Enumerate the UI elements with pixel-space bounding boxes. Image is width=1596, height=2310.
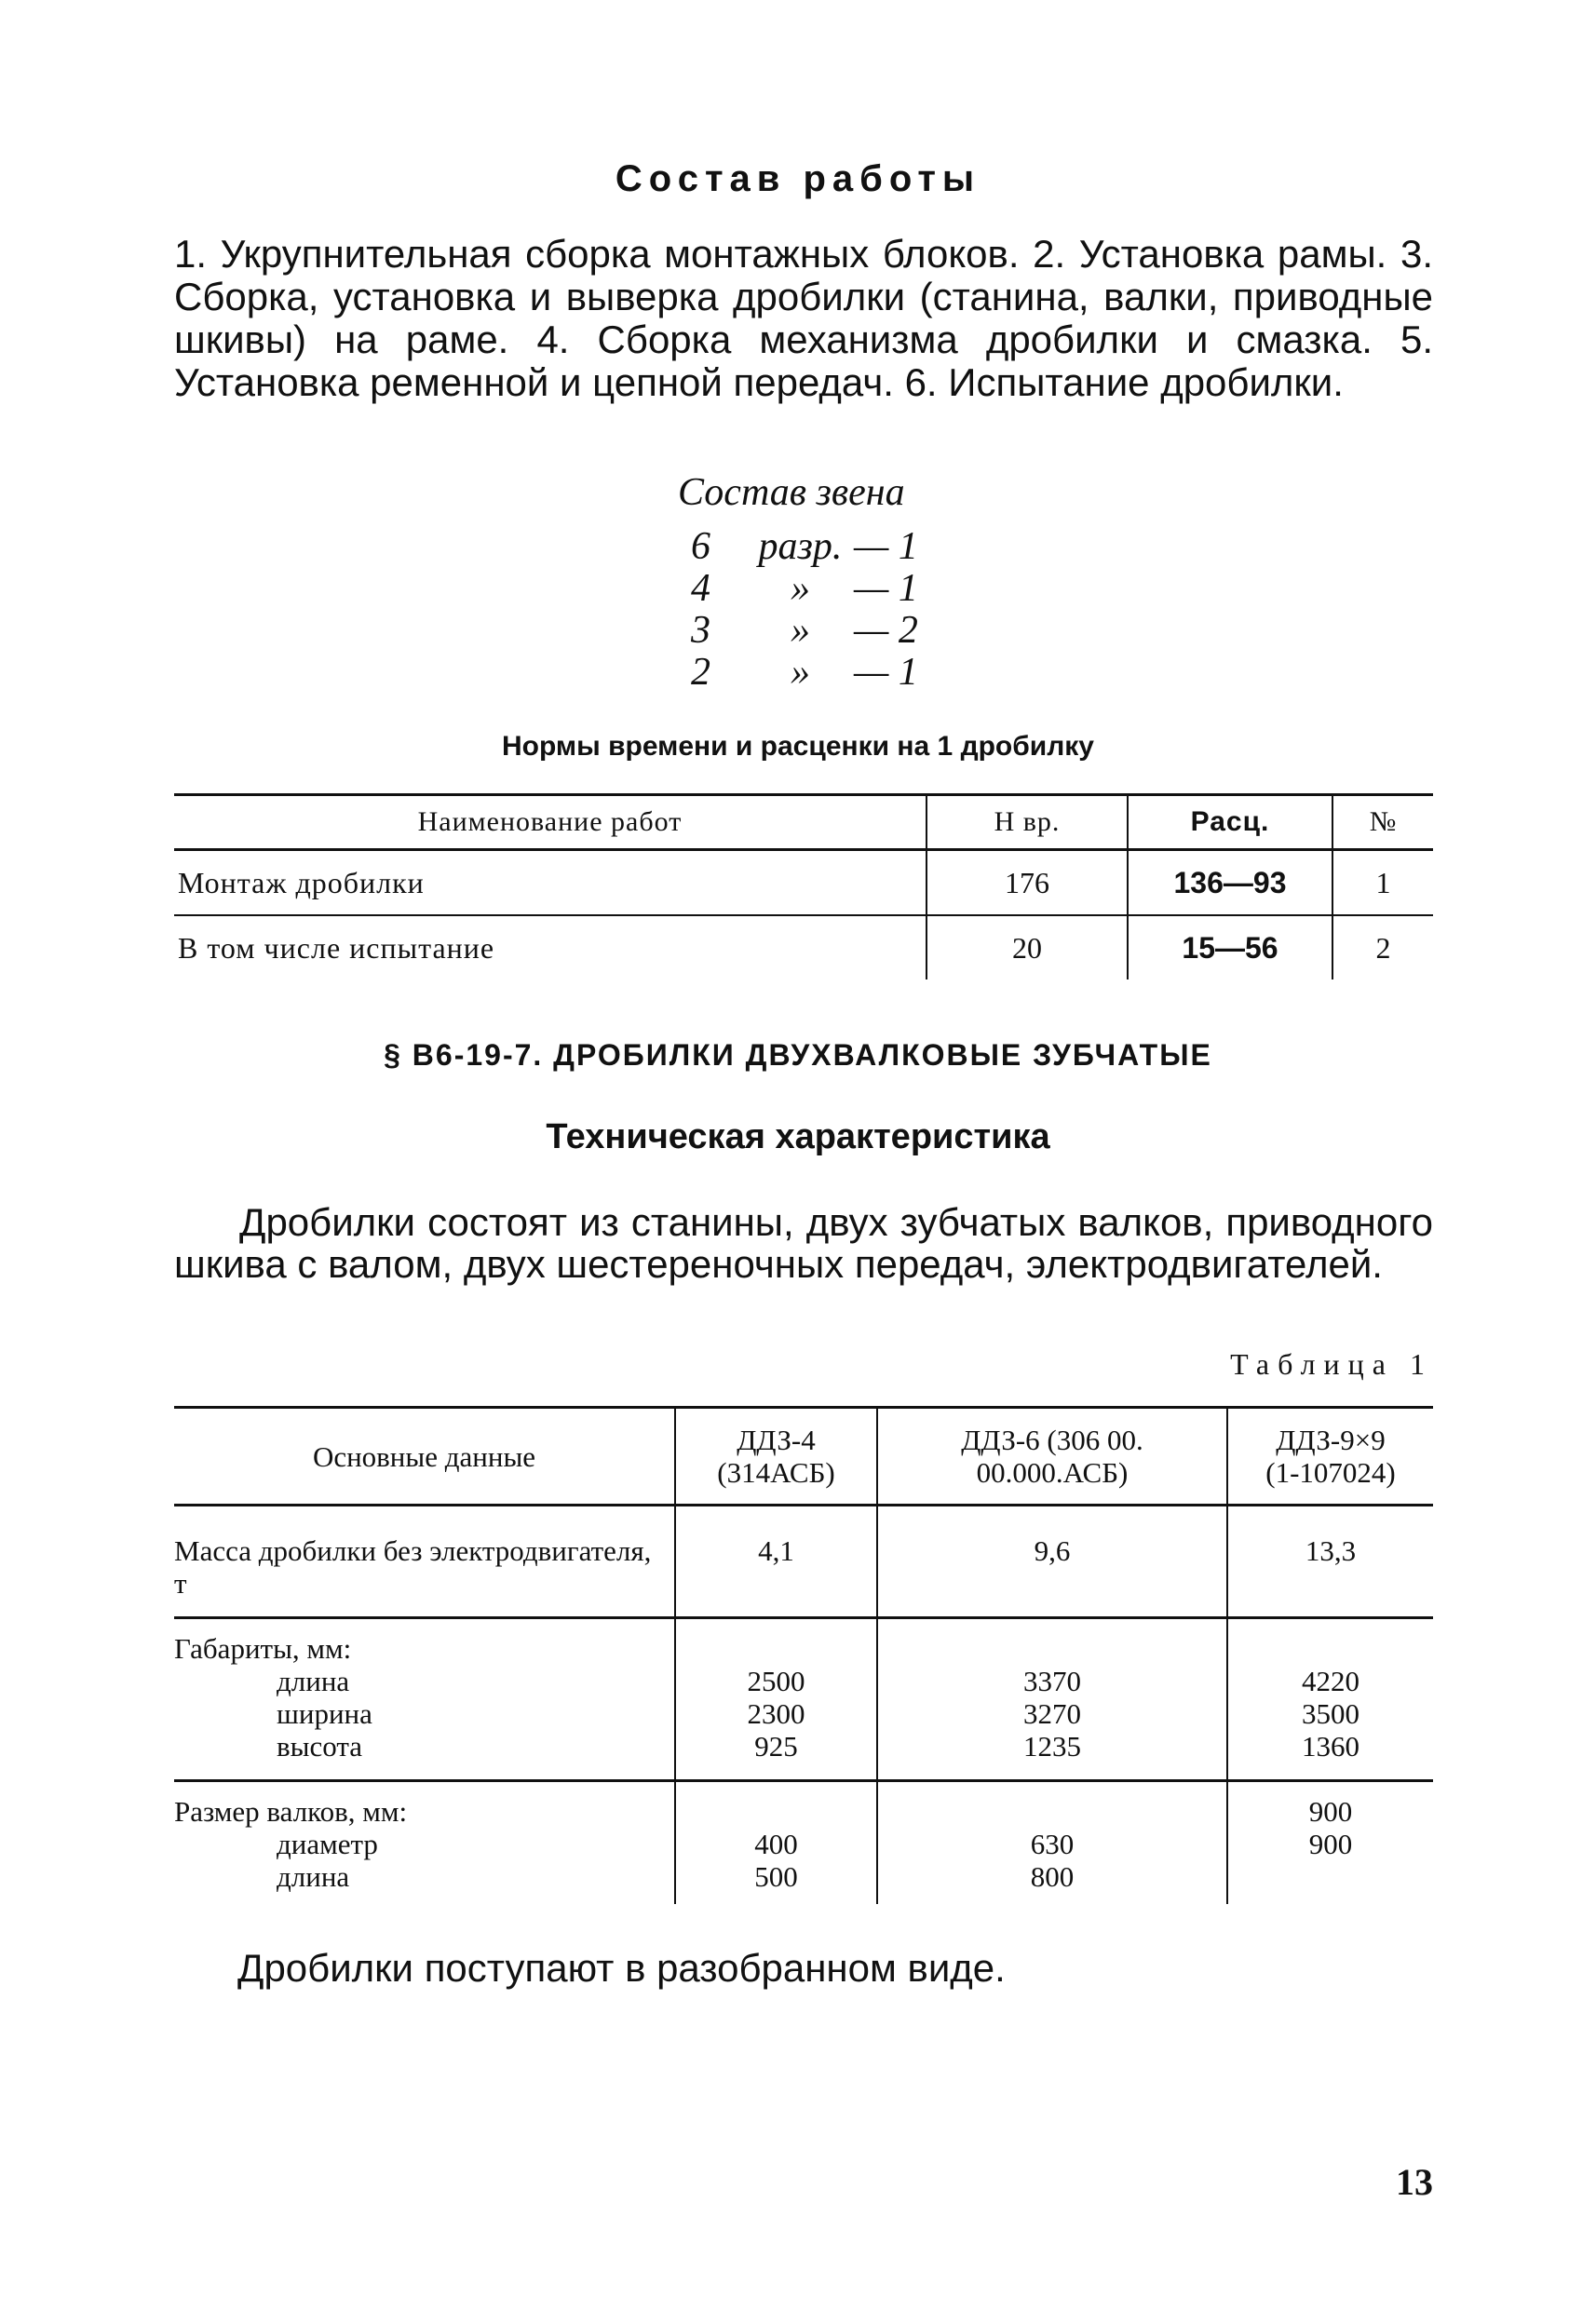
table-header-row bbox=[174, 1408, 1433, 1506]
table-row bbox=[174, 1506, 1433, 1618]
section-title-work-composition: Состав работы bbox=[615, 158, 981, 199]
cell-value-line: 900 bbox=[1308, 1828, 1353, 1860]
cell-value: 13,3 bbox=[1227, 1506, 1433, 1618]
cell-value-line: 400 bbox=[754, 1828, 798, 1860]
table-label: Таблица 1 bbox=[1230, 1347, 1433, 1381]
crew-row bbox=[691, 652, 966, 694]
crew-unit: » bbox=[791, 651, 810, 694]
col-header: № bbox=[1332, 795, 1433, 850]
cell-number: 2 bbox=[1332, 915, 1433, 979]
crew-title: Состав звена bbox=[678, 471, 905, 514]
cell-value: 9,6 bbox=[877, 1506, 1227, 1618]
cell-value-line: 500 bbox=[754, 1860, 798, 1893]
crew-grade: 4 bbox=[691, 567, 710, 610]
cell-value bbox=[877, 1781, 1227, 1905]
crew-row bbox=[691, 526, 966, 568]
col-header bbox=[675, 1408, 877, 1506]
row-sublabel: длина bbox=[277, 1665, 350, 1697]
table-row bbox=[174, 1781, 1433, 1905]
cell-value bbox=[877, 1618, 1227, 1781]
norms-table bbox=[174, 793, 1433, 979]
crew-unit: разр. bbox=[758, 525, 843, 568]
crew-unit: » bbox=[791, 567, 810, 610]
row-label bbox=[174, 1618, 675, 1781]
col-header-line: ДДЗ-4 bbox=[737, 1424, 816, 1456]
cell-rate: 136—93 bbox=[1128, 850, 1332, 916]
col-header: Наименование работ bbox=[174, 795, 926, 850]
row-label bbox=[174, 1781, 675, 1905]
row-label: Масса дробилки без электродвигателя, т bbox=[174, 1506, 675, 1618]
table-header-row bbox=[174, 795, 1433, 850]
subsection-heading: Техническая характеристика bbox=[546, 1117, 1050, 1156]
section-heading: § В6-19-7. ДРОБИЛКИ ДВУХВАЛКОВЫЕ ЗУБЧАТЫЕ bbox=[384, 1038, 1212, 1072]
cell-time: 20 bbox=[926, 915, 1128, 979]
crew-grade: 6 bbox=[691, 525, 710, 568]
cell-value bbox=[1227, 1781, 1433, 1905]
col-header: Н вр. bbox=[926, 795, 1128, 850]
crew-row bbox=[691, 610, 966, 652]
col-header-line: 00.000.АСБ) bbox=[976, 1456, 1129, 1489]
crew-row bbox=[691, 568, 966, 610]
col-header-line: (1-107024) bbox=[1265, 1456, 1396, 1489]
cell-value-line: 1360 bbox=[1302, 1730, 1359, 1763]
cell-value-line: 630 bbox=[1030, 1828, 1075, 1860]
cell-number: 1 bbox=[1332, 850, 1433, 916]
cell-name: Монтаж дробилки bbox=[174, 850, 926, 916]
table-row bbox=[174, 850, 1433, 916]
cell-value-line: 4220 bbox=[1302, 1665, 1359, 1697]
cell-time: 176 bbox=[926, 850, 1128, 916]
col-header bbox=[1227, 1408, 1433, 1506]
crew-count: — 2 bbox=[854, 609, 918, 652]
crew-grade: 2 bbox=[691, 651, 710, 694]
col-header-line: ДДЗ-6 (306 00. bbox=[961, 1424, 1143, 1456]
col-header bbox=[877, 1408, 1227, 1506]
row-label-main: Габариты, мм: bbox=[174, 1632, 352, 1665]
crew-grade: 3 bbox=[691, 609, 710, 652]
cell-value-line: 2500 bbox=[747, 1665, 805, 1697]
cell-value bbox=[675, 1618, 877, 1781]
table-row bbox=[174, 915, 1433, 979]
col-header-line: Основные данные bbox=[312, 1439, 536, 1473]
cell-value-line: 2300 bbox=[747, 1697, 805, 1730]
cell-value: 4,1 bbox=[675, 1506, 877, 1618]
crew-unit: » bbox=[791, 609, 810, 652]
table-row bbox=[174, 1618, 1433, 1781]
cell-value-line: 925 bbox=[754, 1730, 798, 1763]
cell-value bbox=[1227, 1618, 1433, 1781]
page-number: 13 bbox=[1396, 2161, 1433, 2203]
crew-count: — 1 bbox=[854, 567, 918, 610]
row-sublabel: диаметр bbox=[277, 1828, 378, 1860]
cell-value-line: 3370 bbox=[1023, 1665, 1081, 1697]
cell-value-line: 900 bbox=[1308, 1795, 1353, 1828]
col-header bbox=[174, 1408, 675, 1506]
crew-count: — 1 bbox=[854, 525, 918, 568]
crew-list bbox=[691, 526, 966, 694]
cell-name: В том числе испытание bbox=[178, 930, 495, 965]
norms-title: Нормы времени и расценки на 1 дробилку bbox=[502, 731, 1094, 762]
cell-value bbox=[675, 1781, 877, 1905]
col-header: Расц. bbox=[1128, 795, 1332, 850]
crew-count: — 1 bbox=[854, 651, 918, 694]
row-sublabel: высота bbox=[277, 1730, 363, 1763]
col-header-line: (314АСБ) bbox=[717, 1456, 835, 1489]
row-label-main: Размер валков, мм: bbox=[174, 1795, 408, 1828]
work-composition-text: 1. Укрупнительная сборка монтажных блоков. 2. Установка рамы. 3. Сборка, установка и выверка дробилки (станина, валки, приводные шкивы) на раме. 4. Сборка механизма дробилки и смазка. 5. Установка ременной и цепной передач. 6. Испытание дробилки. bbox=[174, 232, 1433, 404]
description-text: Дробилки состоят из станины, двух зубчатых валков, приводного шкива с валом, двух шестереночных передач, электродвигателей. bbox=[174, 1200, 1433, 1286]
cell-value-line: 3500 bbox=[1302, 1697, 1359, 1730]
row-sublabel: длина bbox=[277, 1860, 350, 1893]
cell-value-line: 3270 bbox=[1023, 1697, 1081, 1730]
row-sublabel: ширина bbox=[277, 1697, 372, 1730]
cell-value-line: 800 bbox=[1030, 1860, 1075, 1893]
cell-rate: 15—56 bbox=[1128, 915, 1332, 979]
col-header-line: ДДЗ-9×9 bbox=[1276, 1424, 1386, 1456]
cell-value-line: 1235 bbox=[1023, 1730, 1081, 1763]
specs-table bbox=[174, 1406, 1433, 1904]
footer-note: Дробилки поступают в разобранном виде. bbox=[237, 1946, 1006, 1990]
